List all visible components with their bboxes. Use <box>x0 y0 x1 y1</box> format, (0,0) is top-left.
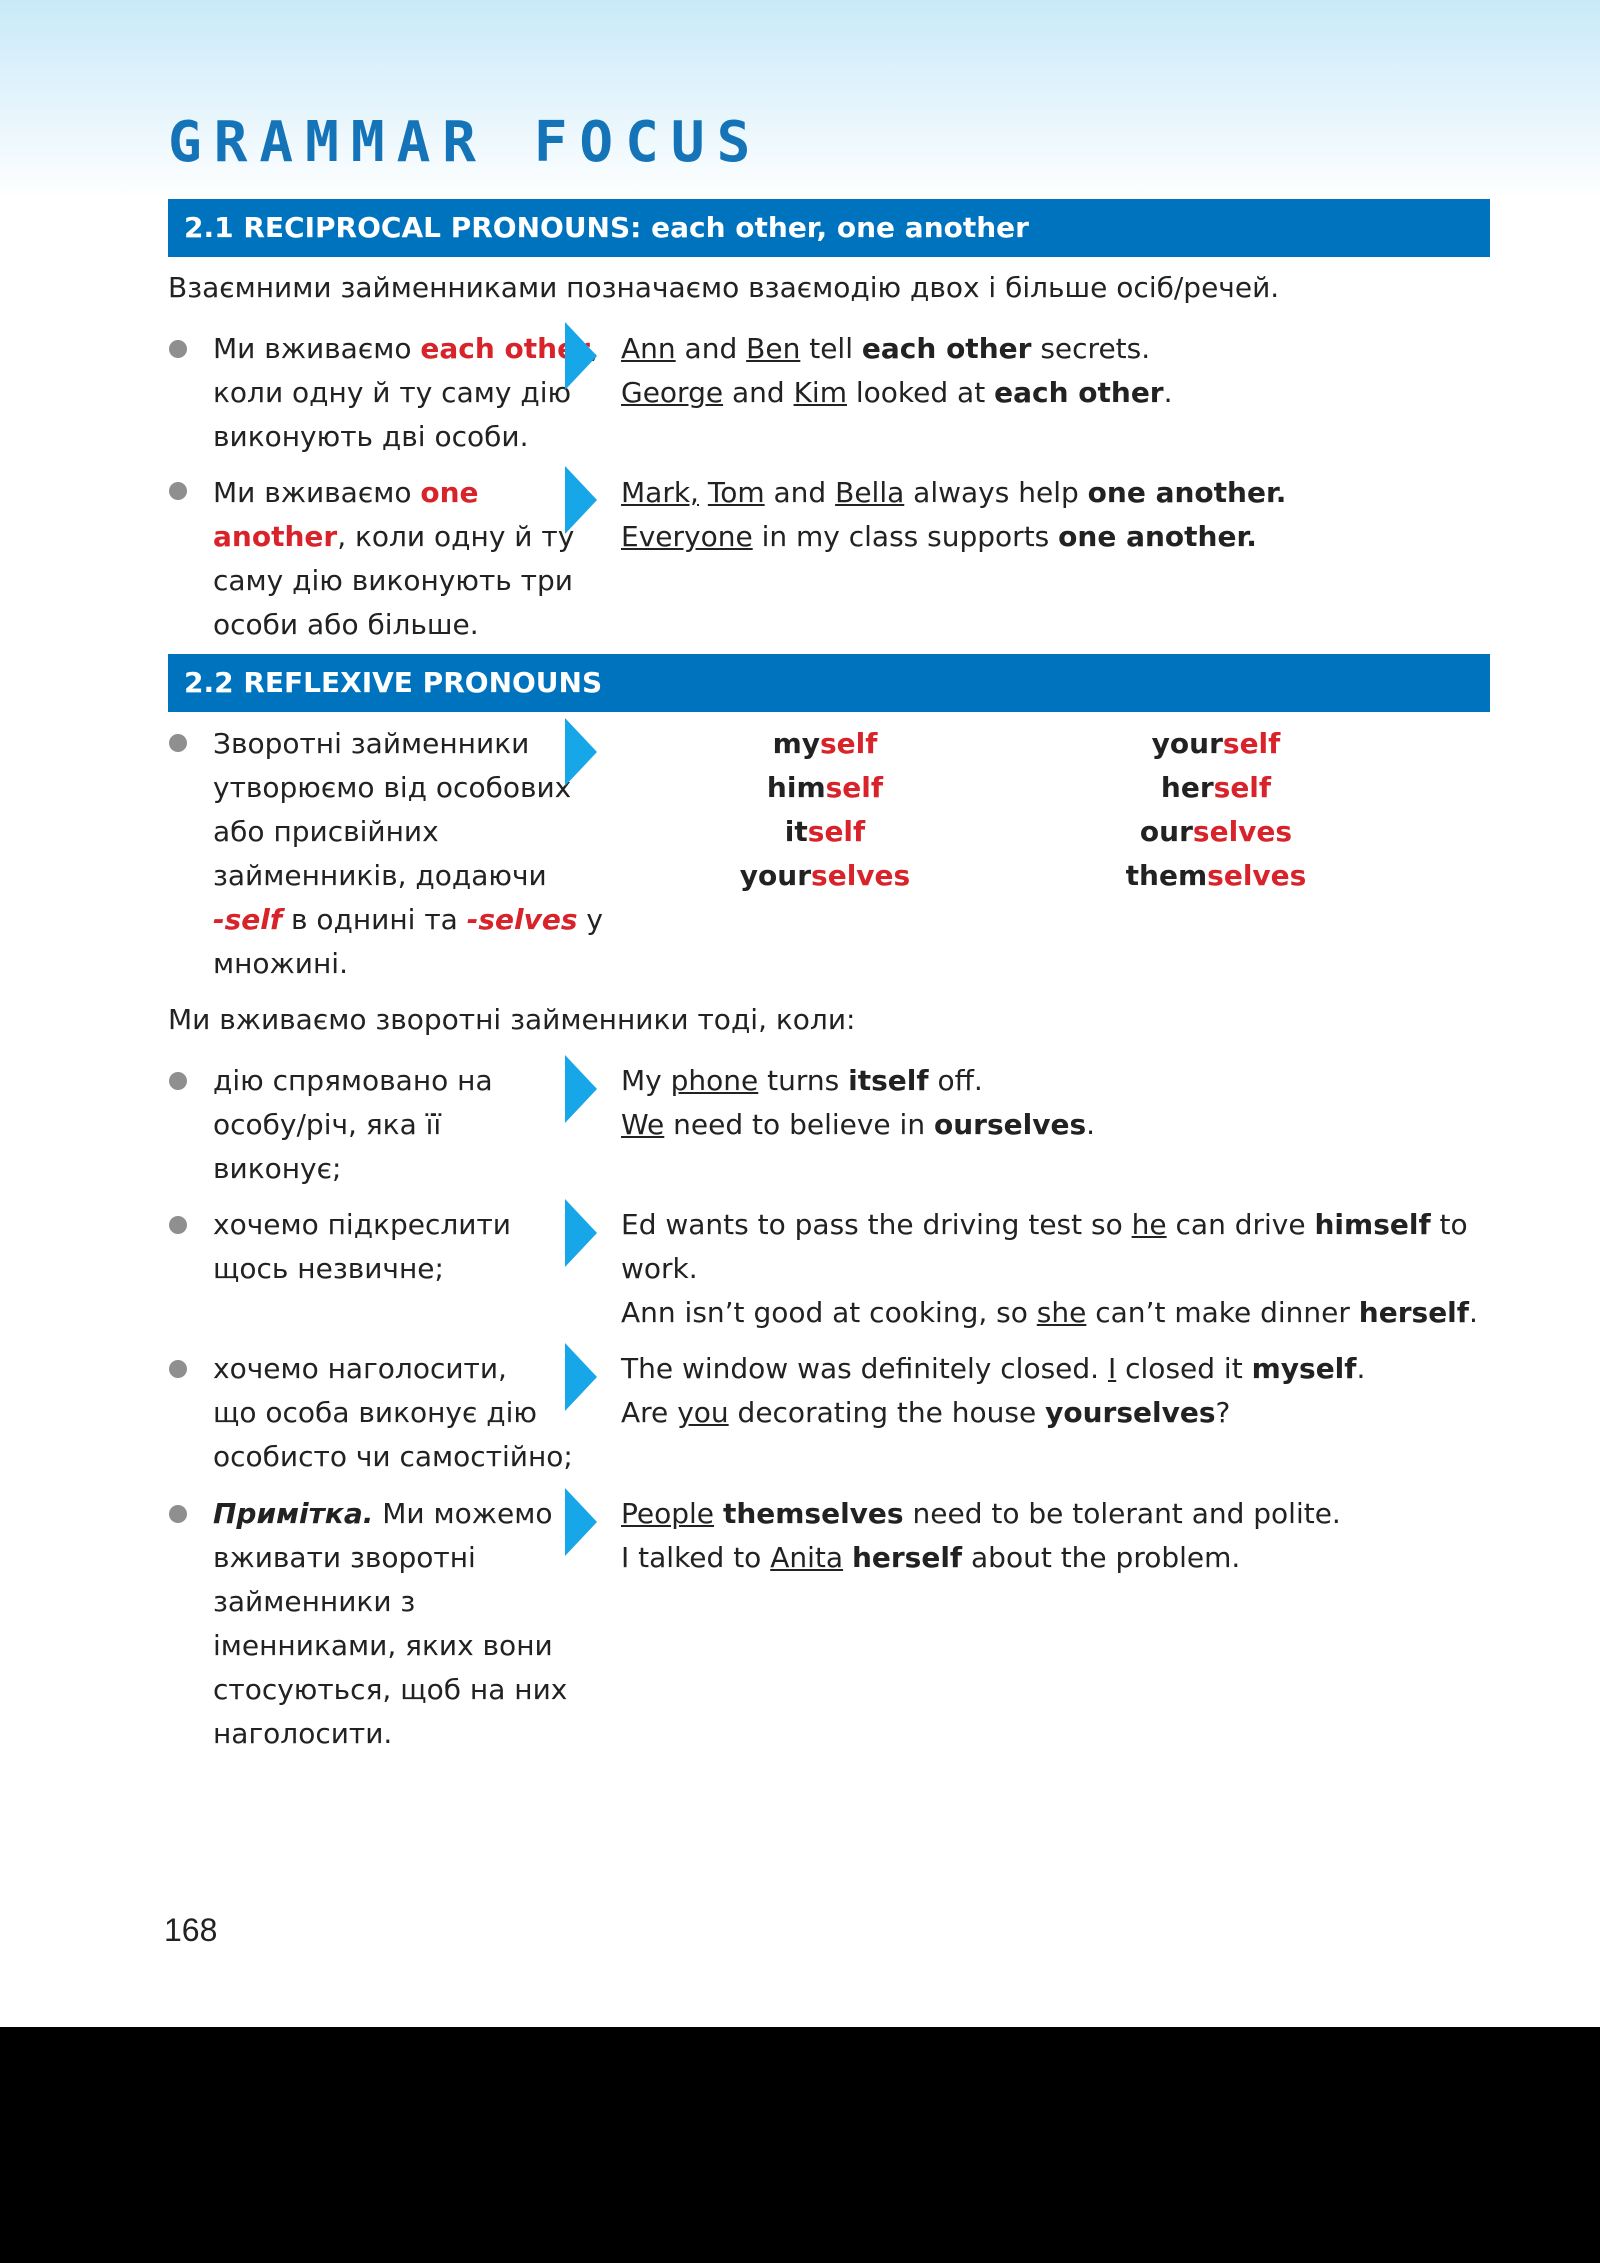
bullet-icon <box>169 1216 187 1234</box>
arrow-icon <box>565 1199 597 1267</box>
bottom-black-band <box>0 2027 1600 2263</box>
page-number: 168 <box>164 1912 218 1948</box>
pronoun: herself <box>1160 771 1272 804</box>
note-block: Примітка. Ми можемо вживати зворотні займенники з іменниками, яких вони стосуються, щоб на них наголосити. <box>213 1497 568 1750</box>
rule-one-another: Ми вживаємо one another, коли одну й ту саму дію виконують три особи або більше. <box>213 476 575 641</box>
pronoun: ourselves <box>1139 815 1293 848</box>
bullet-icon <box>169 1505 187 1523</box>
example-one-another: Mark, Tom and Bella always help one another. Everyone in my class supports one another. <box>621 476 1287 553</box>
arrow-icon <box>565 1343 597 1411</box>
section-intro: Взаємними займенниками позначаємо взаємодію двох і більше осіб/речей. <box>168 271 1280 304</box>
bullet-icon <box>169 734 187 752</box>
rule-each-other: Ми вживаємо each other, коли одну й ту саму дію виконують дві особи. <box>213 332 599 453</box>
section-banner-reflexive: 2.2 REFLEXIVE PRONOUNS <box>168 654 1490 712</box>
arrow-icon <box>565 1488 597 1556</box>
example-use-emphasis: The window was definitely closed. I closed it myself. Are you decorating the house yourselves? <box>621 1352 1366 1429</box>
bullet-icon <box>169 340 187 358</box>
pronoun: yourselves <box>739 859 911 892</box>
example-use-direct: My phone turns itself off. We need to believe in ourselves. <box>621 1064 1096 1141</box>
arrow-icon <box>565 466 597 534</box>
rule-use-direct: дію спрямовано на особу/річ, яка її виконує; <box>213 1064 493 1185</box>
arrow-icon <box>565 322 597 390</box>
pronoun: myself <box>772 727 878 760</box>
example-note: People themselves need to be tolerant and polite. I talked to Anita herself about the problem. <box>621 1497 1341 1574</box>
bullet-icon <box>169 1072 187 1090</box>
pronoun: himself <box>766 771 884 804</box>
rule-use-unusual: хочемо підкреслити щось незвичне; <box>213 1208 511 1285</box>
bullet-icon <box>169 1360 187 1378</box>
example-use-unusual: Ed wants to pass the driving test so he can drive himself to work. Ann isn’t good at cooking, so she can’t make dinner herself. <box>621 1208 1478 1329</box>
pronoun: itself <box>784 815 866 848</box>
pronoun: themselves <box>1125 859 1307 892</box>
usage-intro: Ми вживаємо зворотні займенники тоді, коли: <box>168 1003 856 1036</box>
section-banner-reciprocal: 2.1 RECIPROCAL PRONOUNS: each other, one another <box>168 199 1490 257</box>
arrow-icon <box>565 718 597 786</box>
pronoun: yourself <box>1151 727 1281 760</box>
arrow-icon <box>565 1055 597 1123</box>
page-title: GRAMMAR FOCUS <box>168 110 763 175</box>
bullet-icon <box>169 482 187 500</box>
rule-reflexive-formation: Зворотні займенники утворюємо від особових або присвійних займенників, додаючи -self в однині та -selves у множині. <box>213 727 603 980</box>
example-each-other: Ann and Ben tell each other secrets. George and Kim looked at each other. <box>621 332 1173 409</box>
rule-use-emphasis: хочемо наголосити, що особа виконує дію особисто чи самостійно; <box>213 1352 573 1473</box>
